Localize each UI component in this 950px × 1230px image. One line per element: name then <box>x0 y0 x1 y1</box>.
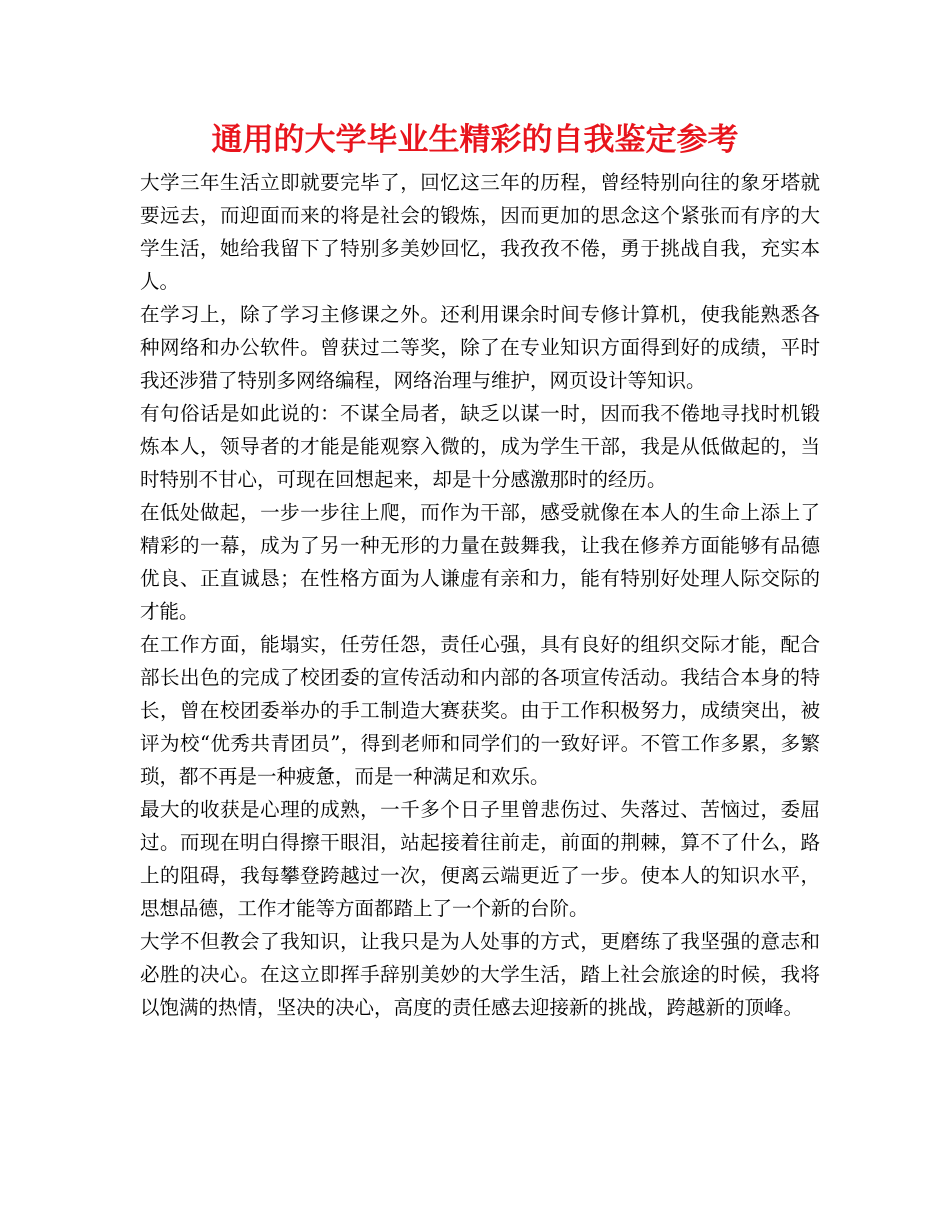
paragraph-conclusion: 大学不但教会了我知识，让我只是为人处事的方式，更磨练了我坚强的意志和必胜的决心。在这立即挥手辞别美妙的大学生活，踏上社会旅途的时候，我将以饱满的热情，坚决的决心，高度的责任感去迎接新的挑战，跨越新的顶峰。 <box>140 930 820 1019</box>
paragraph-growth: 在低处做起，一步一步往上爬，而作为干部，感受就像在本人的生命上添上了精彩的一幕，成为了另一种无形的力量在鼓舞我，让我在修养方面能够有品德优良、正直诚恳；在性格方面为人谦虚有亲和力，能有特别好处理人际交际的才能。 <box>140 501 820 623</box>
paragraph-maturity: 最大的收获是心理的成熟，一千多个日子里曾悲伤过、失落过、苦恼过，委屈过。而现在明白得擦干眼泪，站起接着往前走，前面的荆棘，算不了什么，路上的阻碍，我每攀登跨越过一次，便离云端更近了一步。使本人的知识水平，思想品德，工作才能等方面都踏上了一个新的台阶。 <box>140 798 820 920</box>
paragraph-work: 在工作方面，能塌实，任劳任怨，责任心强，具有良好的组织交际才能，配合部长出色的完成了校团委的宣传活动和内部的各项宣传活动。我结合本身的特长，曾在校团委举办的手工制造大赛获奖。由于工作积极努力，成绩突出，被评为校“优秀共青团员”，得到老师和同学们的一致好评。不管工作多累，多繁琐，都不再是一种疲惫，而是一种满足和欢乐。 <box>140 633 820 788</box>
paragraph-intro: 大学三年生活立即就要完毕了，回忆这三年的历程，曾经特别向往的象牙塔就要远去，而迎面而来的将是社会的锻炼，因而更加的思念这个紧张而有序的大学生活，她给我留下了特别多美妙回忆，我孜孜不倦，勇于挑战自我，充实本人。 <box>140 171 820 293</box>
paragraph-leadership: 有句俗话是如此说的：不谋全局者，缺乏以谋一时，因而我不倦地寻找时机锻炼本人，领导者的才能是能观察入微的，成为学生干部，我是从低做起的，当时特别不甘心，可现在回想起来，却是十分感激那时的经历。 <box>140 402 820 491</box>
document-body <box>140 166 820 1024</box>
document-title: 通用的大学毕业生精彩的自我鉴定参考 <box>211 122 739 158</box>
paragraph-study: 在学习上，除了学习主修课之外。还利用课余时间专修计算机，使我能熟悉各种网络和办公软件。曾获过二等奖，除了在专业知识方面得到好的成绩，平时我还涉猎了特别多网络编程，网络治理与维护，网页设计等知识。 <box>140 303 820 392</box>
